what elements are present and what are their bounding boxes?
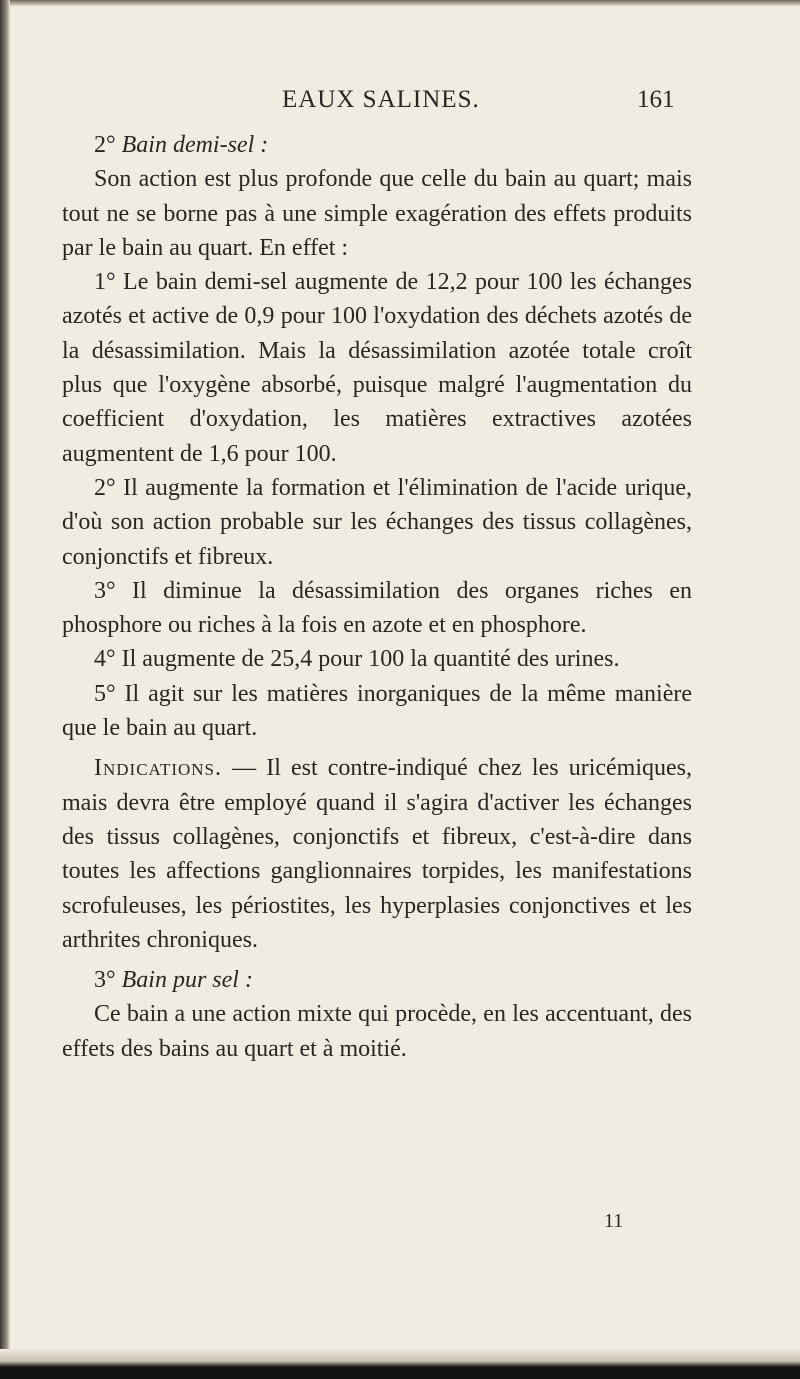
paragraph: Son action est plus profonde que celle du bain au quart; mais tout ne se borne pas à une simple exagération des effets produits par le bain au quart. En effet :: [62, 166, 692, 261]
paragraph: 5° Il agit sur les matières inorganiques de la même manière que le bain au quart.: [62, 680, 692, 742]
page-number: 161: [637, 86, 675, 113]
body-text: [62, 128, 692, 1066]
page-header: [0, 86, 800, 120]
indications-label: Indications.: [94, 755, 222, 782]
page-left-edge: [0, 0, 10, 1379]
section-title: Bain pur sel :: [121, 967, 253, 994]
section-number: 3°: [94, 967, 116, 994]
indications-paragraph: [62, 751, 692, 957]
section-number: 2°: [94, 132, 116, 158]
signature-mark: 11: [604, 1210, 624, 1232]
page-top-edge: [0, 0, 800, 6]
running-head: EAUX SALINES.: [282, 86, 480, 113]
section-heading: [62, 963, 692, 997]
indications-text: — Il est contre-indiqué chez les uricémiques, mais devra être employé quand il s'agira d'activer les échanges des tissus collagènes, conjonctifs et fibreux, c'est-à-dire dans toutes les affections ganglionnaires torpides, les manifestations scrofuleuses, les périostites, les hyperplasies conjonctives et les arthrites chroniques.: [62, 755, 692, 953]
paragraph: 2° Il augmente la formation et l'élimination de l'acide urique, d'où son action probable sur les échanges des tissus collagènes, conjonctifs et fibreux.: [62, 474, 692, 570]
paragraph: 1° Le bain demi-sel augmente de 12,2 pour 100 les échanges azotés et active de 0,9 pour 100 l'oxydation des déchets azotés de la désassimilation. Mais la désassimilation azotée totale croît plus que l'oxygène absorbé, puisque malgré l'augmentation du coefficient d'oxydation, les matières extractives azotées augmentent de 1,6 pour 100.: [62, 269, 692, 467]
paragraph: 4° Il augmente de 25,4 pour 100 la quantité des urines.: [94, 646, 620, 673]
paragraph: 3° Il diminue la désassimilation des organes riches en phosphore ou riches à la fois en azote et en phosphore.: [62, 577, 692, 639]
page-bottom-edge: [0, 1349, 800, 1379]
section-title: Bain demi-sel :: [121, 132, 269, 158]
section-heading: [62, 128, 692, 162]
paragraph: Ce bain a une action mixte qui procède, en les accentuant, des effets des bains au quart et à moitié.: [62, 1001, 692, 1062]
